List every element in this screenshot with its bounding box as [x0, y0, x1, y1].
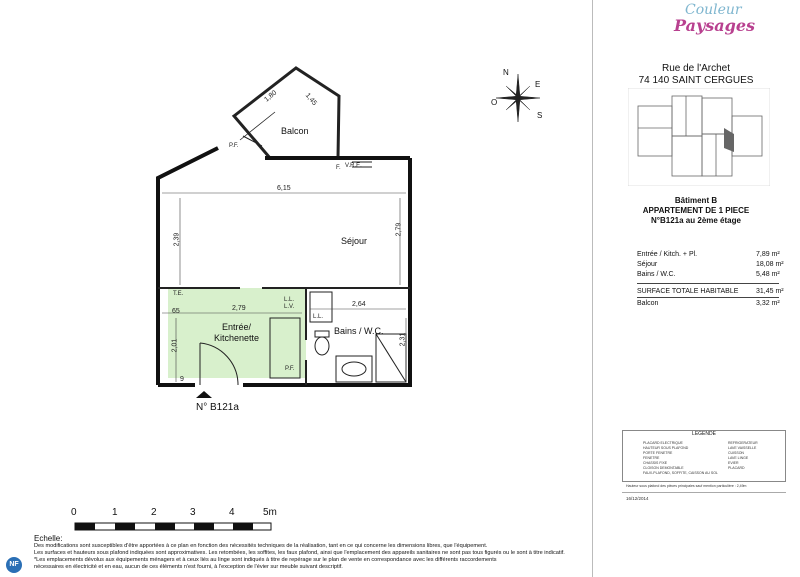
label-pf-2: P.F.: [285, 366, 295, 372]
scale-tick-0: 0: [71, 507, 77, 518]
total-value: 31,45 m²: [756, 288, 784, 295]
surface-value-sejour: 18,08 m²: [756, 261, 784, 268]
brand-logo-line1: Couleur: [685, 2, 742, 18]
surface-label-sejour: Séjour: [637, 261, 658, 268]
room-entree: Entrée/: [222, 322, 252, 332]
scale-label: Echelle:: [34, 534, 63, 543]
dim-239: 2,39: [173, 232, 181, 247]
footer-line-2: Les surfaces et hauteurs sous plafond indiquées sont approximatives. Les retombées, les soffites, les faux plafond, ainsi que l'emplacement des appareils sanitaires ne sont pas tous figurés ou le sont à titre indicatif.: [34, 550, 565, 556]
legend-date: 16/12/2014: [626, 496, 649, 501]
scale-bar: [75, 523, 271, 530]
dim-615: 6,15: [277, 185, 291, 192]
total-separator: [637, 297, 779, 298]
room-kitchenette: Kitchenette: [214, 333, 260, 343]
scale-tick-5: 5m: [263, 507, 277, 518]
legend-right-3: LAVE LINGE: [728, 456, 749, 460]
surface-value-entree: 7,89 m²: [756, 251, 780, 258]
legend-left-6: FAUX-PLAFOND, SOFFITE, CAISSON AU SOL: [643, 471, 718, 475]
surface-separator: [637, 283, 779, 284]
compass-n: N: [503, 68, 509, 77]
legend-left-3: FENETRE: [643, 456, 660, 460]
dim-145: 1,45: [303, 92, 318, 107]
label-te: T.E.: [173, 291, 184, 297]
compass-o: O: [491, 98, 498, 107]
legend-right-1: LAVE VAISSELLE: [728, 446, 757, 450]
address-street: Rue de l'Archet: [661, 63, 731, 74]
legend-title: LEGENDE: [692, 431, 716, 437]
surface-label-bains: Bains / W.C.: [637, 271, 676, 278]
scale-tick-3: 3: [190, 507, 196, 518]
compass-icon: [496, 74, 543, 122]
legend-right-5: PLACARD: [728, 466, 745, 470]
apartment-label: N° B121a: [196, 402, 239, 413]
dim-65: 65: [172, 308, 180, 315]
building-location-map: [628, 88, 770, 186]
surface-label-entree: Entrée / Kitch. + Pl.: [637, 251, 698, 258]
legend-left-2: PORTE FENETRE: [643, 451, 673, 455]
compass-s: S: [537, 111, 543, 120]
total-label: SURFACE TOTALE HABITABLE: [637, 288, 739, 295]
dim-180: 1,80: [263, 89, 279, 104]
dim-231: 2,31: [399, 332, 407, 347]
dim-279-vertical: 2,79: [395, 222, 403, 237]
compass-e: E: [535, 80, 541, 89]
scale-tick-4: 4: [229, 507, 235, 518]
apartment-type: APPARTEMENT DE 1 PIECE: [642, 206, 750, 215]
legend-right-4: EVIER: [728, 461, 739, 465]
building-name: Bâtiment B: [674, 196, 718, 205]
label-f: F.: [336, 165, 341, 171]
legend-left-0: PLACARD ELECTRIQUE: [643, 441, 683, 445]
surface-value-bains: 5,48 m²: [756, 271, 780, 278]
dim-264: 2,64: [352, 301, 366, 308]
balcony-label: Balcon: [637, 300, 659, 307]
legend-right-2: CUISSON: [728, 451, 744, 455]
legend-left-1: HAUTEUR SOUS PLAFOND: [643, 446, 689, 450]
dim-201: 2,01: [171, 338, 179, 353]
scale-tick-1: 1: [112, 507, 118, 518]
legend-left-5: CLOISON DEMONTABLE: [643, 466, 684, 470]
room-bains: Bains / W.C.: [334, 326, 384, 336]
address-city: 74 140 SAINT CERGUES: [638, 75, 754, 86]
dim-279-horizontal: 2,79: [232, 305, 246, 312]
label-ll-2: L.L.: [313, 314, 324, 320]
legend-note: Hauteur sous plafond des pièces principales sauf mention particulière : 2,49m: [626, 484, 747, 488]
balcony-value: 3,32 m²: [756, 300, 780, 307]
legend-note-separator: [622, 492, 786, 493]
nf-logo: NF: [6, 557, 22, 573]
entry-arrow-icon: [196, 391, 212, 398]
dim-9: 9: [180, 376, 184, 383]
footer-line-1: Des modifications sont susceptibles d'être apportées à ce plan en fonction des nécessités techniques de la réalisation, tant en ce qui concerne les dimensions libres, que l'équipement.: [34, 543, 488, 549]
label-lv: L.V.: [284, 304, 295, 310]
legend-right-0: REFRIGERATEUR: [728, 441, 758, 445]
label-pf: P.F.: [229, 143, 239, 149]
balcony-outline: [234, 68, 339, 158]
footer-line-4: nécessaires en électricité et en eau, aucun de ces éléments n'est fourni, à l'exception de l'évier sur meuble suivant descriptif.: [34, 564, 343, 570]
room-balcon: Balcon: [281, 126, 309, 136]
footer-line-3: *Les emplacements dévolus aux équipements ménagers et à ceux liés au linge sont indiqués à titre de repérage sur le plan de vente en correspondance avec les différents raccordements: [34, 557, 497, 563]
label-ll: L.L.: [284, 297, 295, 303]
room-sejour: Séjour: [341, 236, 368, 246]
scale-tick-2: 2: [151, 507, 157, 518]
brand-logo-line2: Paysages: [674, 16, 756, 35]
label-vre: V.R.E.: [345, 163, 362, 169]
apartment-number: N°B121a au 2ème étage: [651, 216, 741, 225]
legend-left-4: CHASSIS FIXE: [643, 461, 668, 465]
